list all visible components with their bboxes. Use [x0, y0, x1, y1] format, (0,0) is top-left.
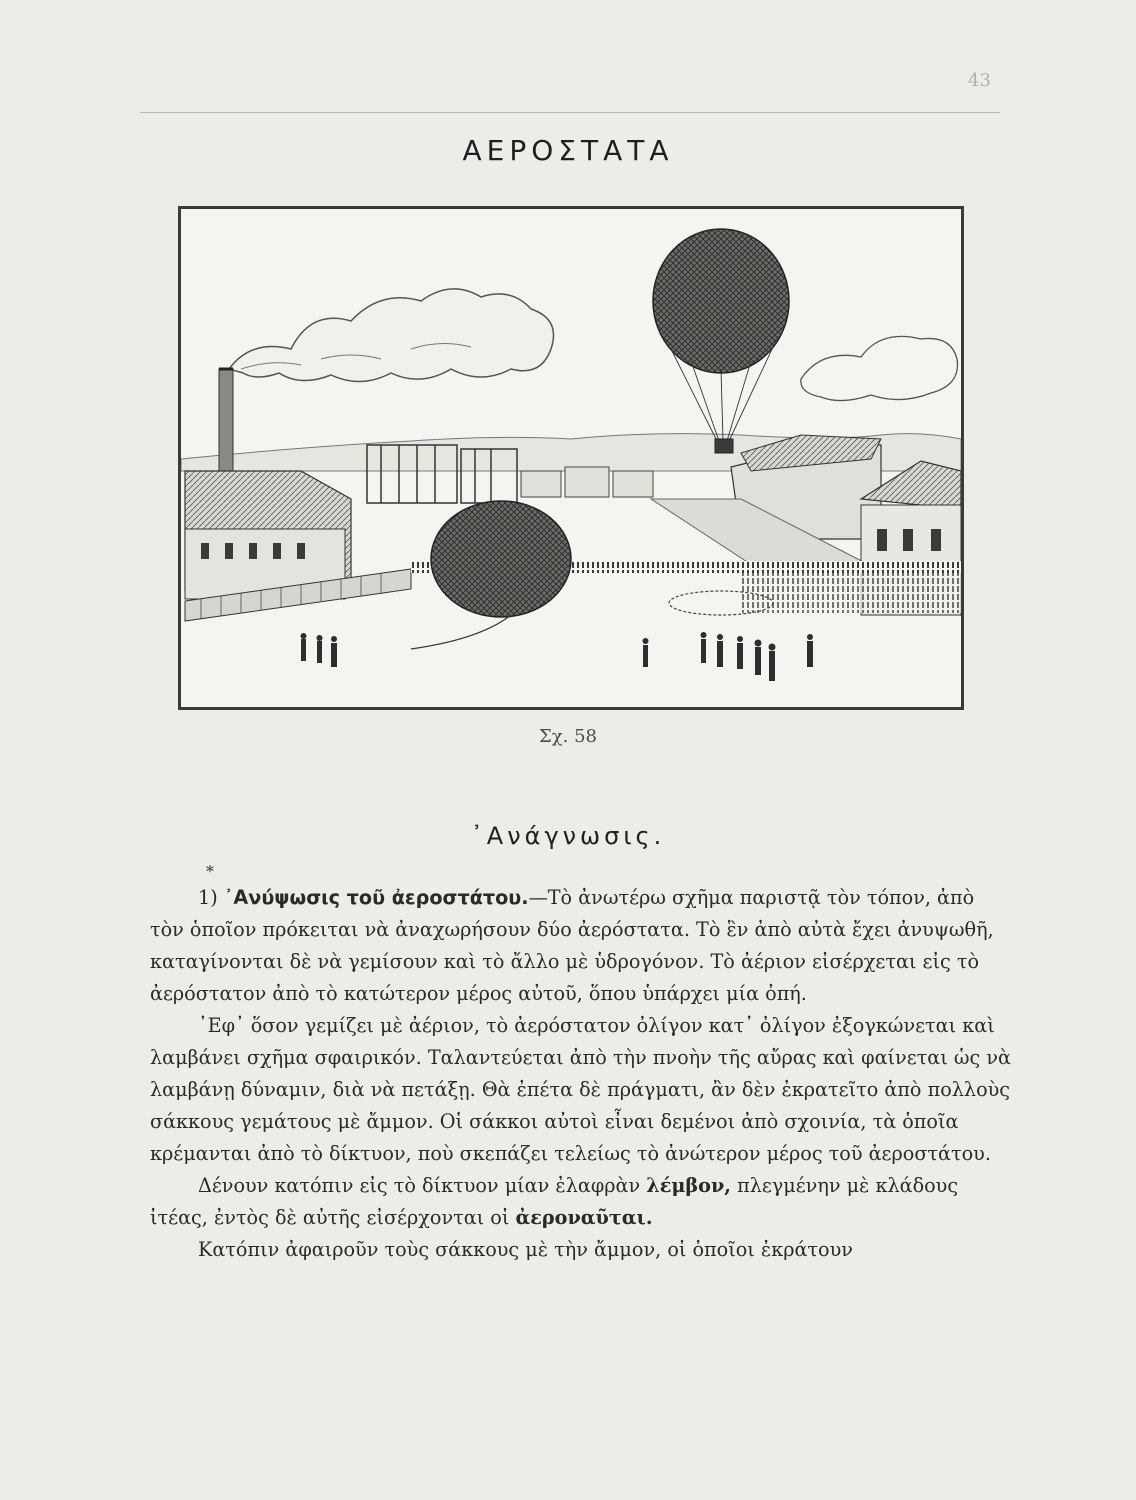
star-mark: * — [206, 862, 214, 881]
paragraph-number: 1) — [198, 886, 218, 909]
paragraph-3-text-b: πλεγμένην μὲ κλάδους ἰτέας, ἐντὸς δὲ αὐτῆς εἰσέρχονται οἱ — [150, 1174, 959, 1229]
engraving-illustration — [181, 209, 961, 707]
grounded-balloon — [431, 501, 571, 617]
paragraph-2-text: ᾿Εφ᾿ ὅσον γεμίζει μὲ ἀέριον, τὸ ἀερόστατον ὀλίγον κατ᾿ ὀλίγον ἐξογκώνεται καὶ λαμβάνει σχῆμα σφαιρικόν. Ταλαντεύεται ἀπὸ τὴν πνοὴν τῆς αὔρας καὶ φαίνεται ὡς νὰ λαμβάνῃ δύναμιν, διὰ νὰ πετάξῃ. Θὰ ἐπέτα δὲ πράγματι, ἂν δὲν ἐκρατεῖτο ἀπὸ πολλοὺς σάκκους γεμάτους μὲ ἄμμον. Οἱ σάκκοι αὐτοὶ εἶναι δεμένοι ἀπὸ σχοινία, τὰ ὁποῖα κρέμανται ἀπὸ τὸ δίκτυον, ποὺ σκεπάζει τελείως τὸ ἀνώτερον μέρος τοῦ ἀεροστάτου. — [150, 1014, 1011, 1165]
paragraph-2 — [150, 1010, 1012, 1170]
section-title: ΑΕΡΟΣΤΑΤΑ — [462, 134, 674, 167]
term-boat: λέμβον, — [646, 1174, 731, 1197]
flying-balloon — [653, 229, 789, 373]
paragraph-heading: ᾿Ανύψωσις τοῦ ἀεροστάτου. — [223, 886, 529, 909]
gas-hose — [411, 615, 511, 649]
header-rule — [140, 112, 1000, 113]
body-text — [150, 882, 1012, 1266]
page-number: 43 — [968, 70, 991, 91]
figure-balloon-launch-engraving — [178, 206, 964, 710]
heading-dash: — — [528, 886, 548, 909]
term-aeronauts: ἀεροναῦται. — [515, 1206, 653, 1229]
paragraph-4 — [150, 1234, 1012, 1266]
foreground-figures — [301, 632, 814, 681]
reading-heading: ᾿Ανάγνωσις. — [470, 822, 666, 850]
paragraph-3 — [150, 1170, 1012, 1234]
paragraph-3-text-a: Δένουν κατόπιν εἰς τὸ δίκτυον μίαν ἐλαφρὰν — [198, 1174, 641, 1197]
cloud — [801, 336, 958, 400]
figure-caption: Σχ. 58 — [539, 726, 597, 747]
paragraph-4-text: Κατόπιν ἀφαιροῦν τοὺς σάκκους μὲ τὴν ἄμμον, οἱ ὁποῖοι ἐκράτουν — [198, 1238, 853, 1261]
chimney-smoke — [229, 289, 554, 382]
balloon-basket — [715, 439, 733, 453]
paragraph-1 — [150, 882, 1012, 1010]
paragraph-1-text: Τὸ ἀνωτέρω σχῆμα παριστᾷ τὸν τόπον, ἀπὸ τὸν ὁποῖον πρόκειται νὰ ἀναχωρήσουν δύο ἀερόστατα. Τὸ ἓν ἀπὸ αὐτὰ ἔχει ἀνυψωθῆ, καταγίνονται δὲ νὰ γεμίσουν καὶ τὸ ἄλλο μὲ ὑδρογόνον. Τὸ ἀέριον εἰσέρχεται εἰς τὸ ἀερόστατον ἀπὸ τὸ κατώτερον μέρος αὐτοῦ, ὅπου ὑπάρχει μία ὀπή. — [150, 886, 994, 1005]
